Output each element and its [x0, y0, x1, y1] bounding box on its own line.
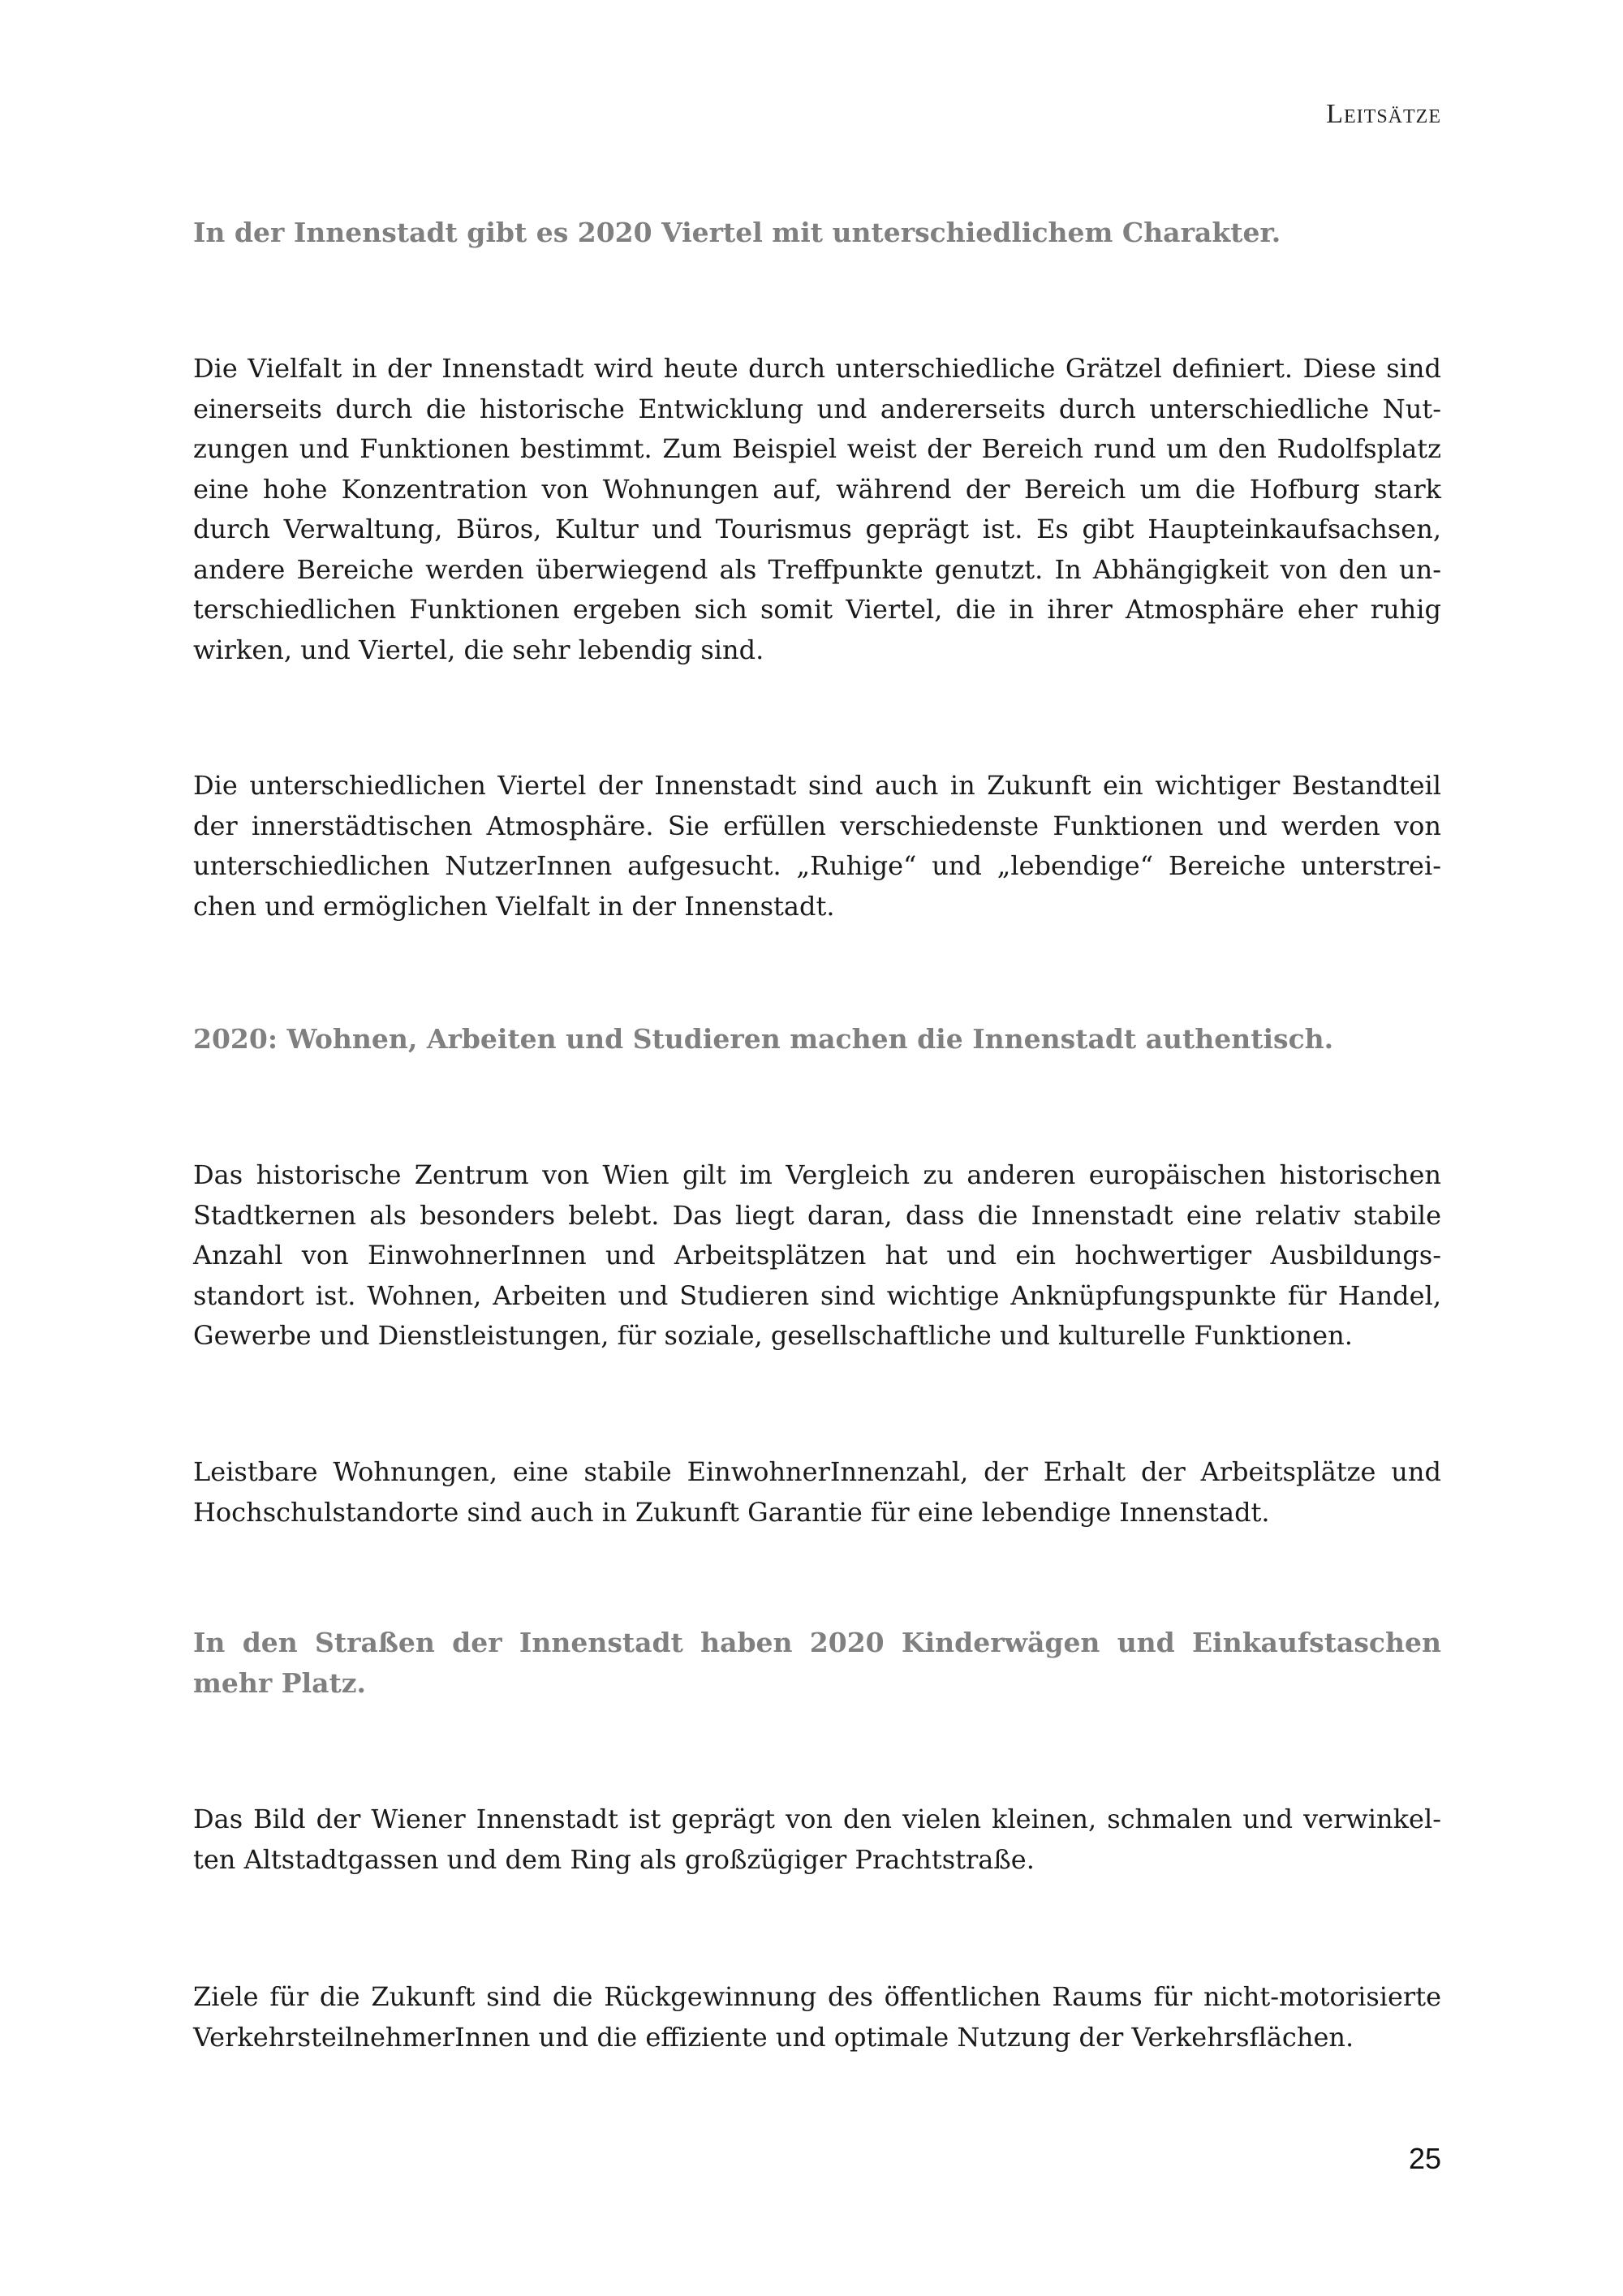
section-heading-1-block — [193, 213, 1441, 253]
paragraph-6-block — [193, 1977, 1441, 2057]
section-heading-3-block — [193, 1623, 1441, 1704]
paragraph-3-block — [193, 1155, 1441, 1357]
body-paragraph: Die unterschiedlichen Viertel der Innenstadt sind auch in Zukunft ein wichtiger Bestandteil der innerstädtischen Atmosphäre. Sie erfüllen verschiedenste Funktionen und werden von unterschiedlichen NutzerInnen aufgesucht. „Ruhige“ und „lebendige“ Bereiche unterstreichen und ermöglichen Vielfalt in der Innenstadt. — [193, 770, 1441, 922]
section-heading-2-block — [193, 1019, 1441, 1060]
body-paragraph: Leistbare Wohnungen, eine stabile EinwohnerInnenzahl, der Erhalt der Arbeitsplätze und Hochschulstandorte sind auch in Zukunft Garantie für eine lebendige Innenstadt. — [193, 1456, 1441, 1528]
running-head-text: Leitsätze — [1326, 99, 1441, 129]
paragraph-5-block — [193, 1799, 1441, 1880]
page-number: 25 — [1408, 2142, 1441, 2175]
paragraph-2-block — [193, 766, 1441, 927]
paragraph-1-block — [193, 349, 1441, 670]
body-paragraph: Das historische Zentrum von Wien gilt im Vergleich zu anderen europäischen historischen Stadtkernen als besonders belebt. Das liegt daran, dass die Innenstadt eine relativ stabile Anzahl von EinwohnerInnen und Arbeitsplätzen hat und ein hochwertiger Ausbildungsstandort ist. Wohnen, Arbeiten und Studieren sind wichtige Anknüpfungspunkte für Handel, Gewerbe und Dienstleistungen, für soziale, gesellschaftliche und kulturelle Funktionen. — [193, 1159, 1441, 1351]
body-paragraph: Die Vielfalt in der Innenstadt wird heute durch unterschiedliche Grätzel definiert. Diese sind einerseits durch die historische Entwicklung und andererseits durch unterschiedliche Nutzungen und Funktionen bestimmt. Zum Beispiel weist der Bereich rund um den Rudolfsplatz eine hohe Konzentration von Wohnungen auf, während der Bereich um die Hofburg stark durch Verwaltung, Büros, Kultur und Tourismus geprägt ist. Es gibt Haupteinkaufsachsen, andere Bereiche werden überwiegend als Treffpunkte genutzt. In Abhängigkeit von den unterschiedlichen Funktionen ergeben sich somit Viertel, die in ihrer Atmosphäre eher ruhig wirken, und Viertel, die sehr lebendig sind. — [193, 353, 1441, 665]
section-heading: In der Innenstadt gibt es 2020 Viertel mit unterschiedlichem Charakter. — [193, 217, 1281, 248]
section-heading: In den Straßen der Innenstadt haben 2020 Kinderwägen und Einkaufstaschen mehr Platz. — [193, 1627, 1441, 1699]
running-head — [1326, 99, 1441, 130]
section-heading: 2020: Wohnen, Arbeiten und Studieren machen die Innenstadt authentisch. — [193, 1023, 1334, 1055]
body-paragraph: Das Bild der Wiener Innenstadt ist geprägt von den vielen kleinen, schmalen und verwinkelten Altstadtgassen und dem Ring als großzügiger Prachtstraße. — [193, 1804, 1441, 1875]
body-paragraph: Ziele für die Zukunft sind die Rückgewinnung des öffentlichen Raums für nicht-motorisierte VerkehrsteilnehmerInnen und die effiziente und optimale Nutzung der Verkehrsflächen. — [193, 1981, 1441, 2053]
paragraph-4-block — [193, 1452, 1441, 1533]
